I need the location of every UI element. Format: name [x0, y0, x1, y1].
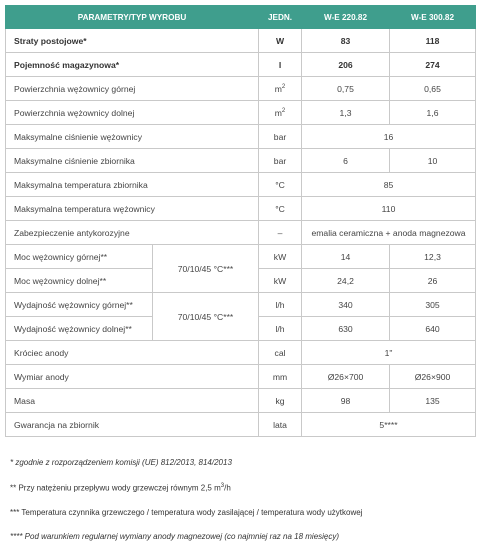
row-unit: mm: [259, 365, 302, 389]
row-value-300: 305: [390, 293, 476, 317]
row-label: Masa: [6, 389, 259, 413]
table-row: [6, 341, 476, 365]
table-row: [6, 29, 476, 53]
header-model-300: W-E 300.82: [390, 6, 476, 29]
row-label: Wydajność wężownicy górnej**: [6, 293, 153, 317]
row-unit: W: [259, 29, 302, 53]
unit-base: m: [274, 107, 282, 118]
row-value-300: 10: [390, 149, 476, 173]
unit-superscript: 2: [281, 107, 286, 114]
row-label: Króciec anody: [6, 341, 259, 365]
footnote-2: [10, 483, 231, 493]
footnote-2-suffix: /h: [224, 483, 231, 493]
footnote-3: *** Temperatura czynnika grzewczego / temperatura wody zasilającej / temperatura wody użytkowej: [10, 508, 363, 517]
row-unit: kg: [259, 389, 302, 413]
row-value-220: 24,2: [302, 269, 390, 293]
unit-superscript: 2: [281, 83, 286, 90]
row-unit: [259, 101, 302, 125]
row-label: Maksymalna temperatura zbiornika: [6, 173, 259, 197]
row-value-220: 83: [302, 29, 390, 53]
row-value-300: 0,65: [390, 77, 476, 101]
row-unit: kW: [259, 269, 302, 293]
row-label: Zabezpieczenie antykorozyjne: [6, 221, 259, 245]
table-row: [6, 173, 476, 197]
row-value-shared: 1": [302, 341, 476, 365]
spec-table: [5, 5, 476, 437]
row-unit: °C: [259, 197, 302, 221]
row-label: Moc wężownicy górnej**: [6, 245, 153, 269]
row-unit: kW: [259, 245, 302, 269]
table-header: [6, 6, 476, 29]
footnote-4: **** Pod warunkiem regularnej wymiany anody magnezowej (co najmniej raz na 18 miesięcy): [10, 532, 340, 541]
row-label: Powierzchnia wężownicy górnej: [6, 77, 259, 101]
row-value-300: 640: [390, 317, 476, 341]
table-row: [6, 245, 476, 269]
table-row: [6, 77, 476, 101]
table-row: [6, 413, 476, 437]
row-unit: l/h: [259, 293, 302, 317]
table-row: [6, 149, 476, 173]
row-value-shared: 85: [302, 173, 476, 197]
row-label: Straty postojowe*: [6, 29, 259, 53]
row-value-300: 26: [390, 269, 476, 293]
row-value-300: 12,3: [390, 245, 476, 269]
header-unit: JEDN.: [259, 6, 302, 29]
table-row: [6, 101, 476, 125]
table-row: [6, 293, 476, 317]
row-label: Powierzchnia wężownicy dolnej: [6, 101, 259, 125]
row-condition: 70/10/45 °C***: [153, 245, 259, 293]
row-unit: lata: [259, 413, 302, 437]
footnote-2-superscript: 3: [220, 483, 225, 489]
footnote-2-text: ** Przy natężeniu przepływu wody grzewczej równym 2,5 m: [10, 483, 221, 493]
row-unit: cal: [259, 341, 302, 365]
header-parameter: PARAMETRY/TYP WYROBU: [6, 6, 259, 29]
row-unit: °C: [259, 173, 302, 197]
row-value-220: Ø26×700: [302, 365, 390, 389]
row-value-220: 0,75: [302, 77, 390, 101]
row-unit: –: [259, 221, 302, 245]
row-value-220: 630: [302, 317, 390, 341]
row-value-220: 1,3: [302, 101, 390, 125]
row-label: Gwarancja na zbiornik: [6, 413, 259, 437]
row-value-300: 274: [390, 53, 476, 77]
table-row: [6, 365, 476, 389]
row-label: Wydajność wężownicy dolnej**: [6, 317, 153, 341]
row-unit: [259, 77, 302, 101]
table-row: [6, 389, 476, 413]
row-label: Maksymalne ciśnienie zbiornika: [6, 149, 259, 173]
row-label: Maksymalna temperatura wężownicy: [6, 197, 259, 221]
footnote-1: * zgodnie z rozporządzeniem komisji (UE) 812/2013, 814/2013: [10, 458, 232, 467]
row-value-shared: 16: [302, 125, 476, 149]
row-value-220: 98: [302, 389, 390, 413]
row-value-220: 206: [302, 53, 390, 77]
row-value-300: 135: [390, 389, 476, 413]
row-value-300: 1,6: [390, 101, 476, 125]
table-row: [6, 53, 476, 77]
table-row: [6, 221, 476, 245]
header-model-220: W-E 220.82: [302, 6, 390, 29]
row-unit: bar: [259, 149, 302, 173]
row-label: Wymiar anody: [6, 365, 259, 389]
table-row: [6, 197, 476, 221]
row-unit: l/h: [259, 317, 302, 341]
row-value-shared: emalia ceramiczna + anoda magnezowa: [302, 221, 476, 245]
row-value-300: 118: [390, 29, 476, 53]
unit-base: m: [274, 83, 282, 94]
row-label: Maksymalne ciśnienie wężownicy: [6, 125, 259, 149]
row-value-shared: 110: [302, 197, 476, 221]
row-unit: bar: [259, 125, 302, 149]
row-value-shared: 5****: [302, 413, 476, 437]
row-label: Moc wężownicy dolnej**: [6, 269, 153, 293]
row-value-220: 340: [302, 293, 390, 317]
row-condition: 70/10/45 °C***: [153, 293, 259, 341]
row-value-220: 6: [302, 149, 390, 173]
row-label: Pojemność magazynowa*: [6, 53, 259, 77]
row-unit: l: [259, 53, 302, 77]
table-row: [6, 125, 476, 149]
row-value-300: Ø26×900: [390, 365, 476, 389]
row-value-220: 14: [302, 245, 390, 269]
